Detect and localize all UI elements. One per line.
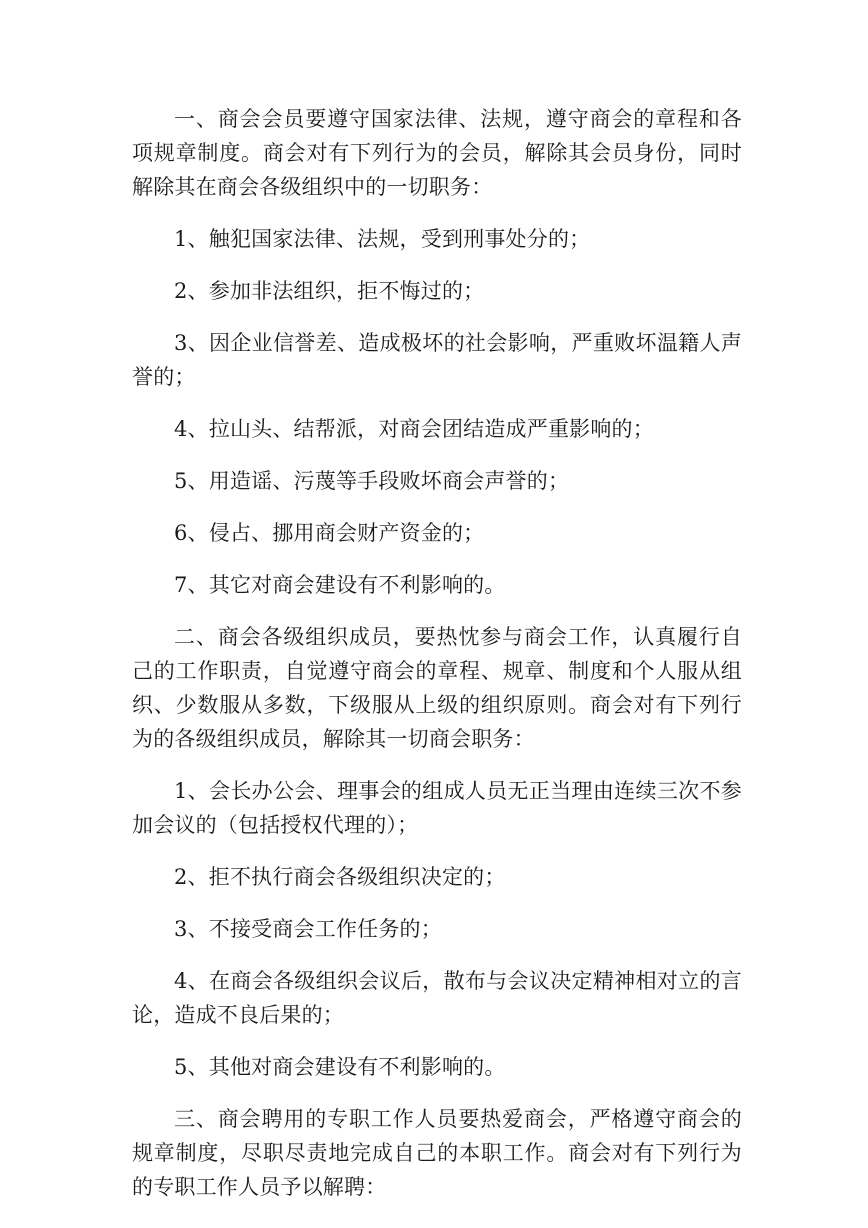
section-1-item-4: 4、拉山头、结帮派，对商会团结造成严重影响的； <box>174 417 654 441</box>
section-1-item-3: 3、因企业信誉差、造成极坏的社会影响，严重败坏温籍人声誉的； <box>132 331 742 389</box>
section-3-paragraph: 三、商会聘用的专职工作人员要热爱商会，严格遵守商会的规章制度，尽职尽责地完成自己的本职工作。商会对有下列行为的专职工作人员予以解聘： <box>132 1107 742 1199</box>
section-2-item-3: 3、不接受商会工作任务的； <box>174 917 442 941</box>
section-2-item-4: 4、在商会各级组织会议后，散布与会议决定精神相对立的言论，造成不良后果的； <box>132 969 742 1027</box>
section-1-item-6: 6、侵占、挪用商会财产资金的； <box>174 521 485 545</box>
section-1-item-7: 7、其它对商会建设有不利影响的。 <box>174 573 506 597</box>
section-1-item-2: 2、参加非法组织，拒不悔过的； <box>174 279 485 303</box>
section-2-item-1: 1、会长办公会、理事会的组成人员无正当理由连续三次不参加会议的（包括授权代理的）； <box>132 779 742 837</box>
section-2-item-5: 5、其他对商会建设有不利影响的。 <box>174 1055 506 1079</box>
document-page <box>132 102 742 1222</box>
section-2-item-2: 2、拒不执行商会各级组织决定的； <box>174 865 506 889</box>
section-1-item-5: 5、用造谣、污蔑等手段败坏商会声誉的； <box>174 469 570 493</box>
section-2-paragraph: 二、商会各级组织成员，要热忱参与商会工作，认真履行自己的工作职责，自觉遵守商会的章程、规章、制度和个人服从组织、少数服从多数，下级服从上级的组织原则。商会对有下列行为的各级组织成员，解除其一切商会职务： <box>132 625 742 751</box>
section-1-item-1: 1、触犯国家法律、法规，受到刑事处分的； <box>174 227 591 251</box>
section-1-paragraph: 一、商会会员要遵守国家法律、法规，遵守商会的章程和各项规章制度。商会对有下列行为的会员，解除其会员身份，同时解除其在商会各级组织中的一切职务： <box>132 107 742 199</box>
